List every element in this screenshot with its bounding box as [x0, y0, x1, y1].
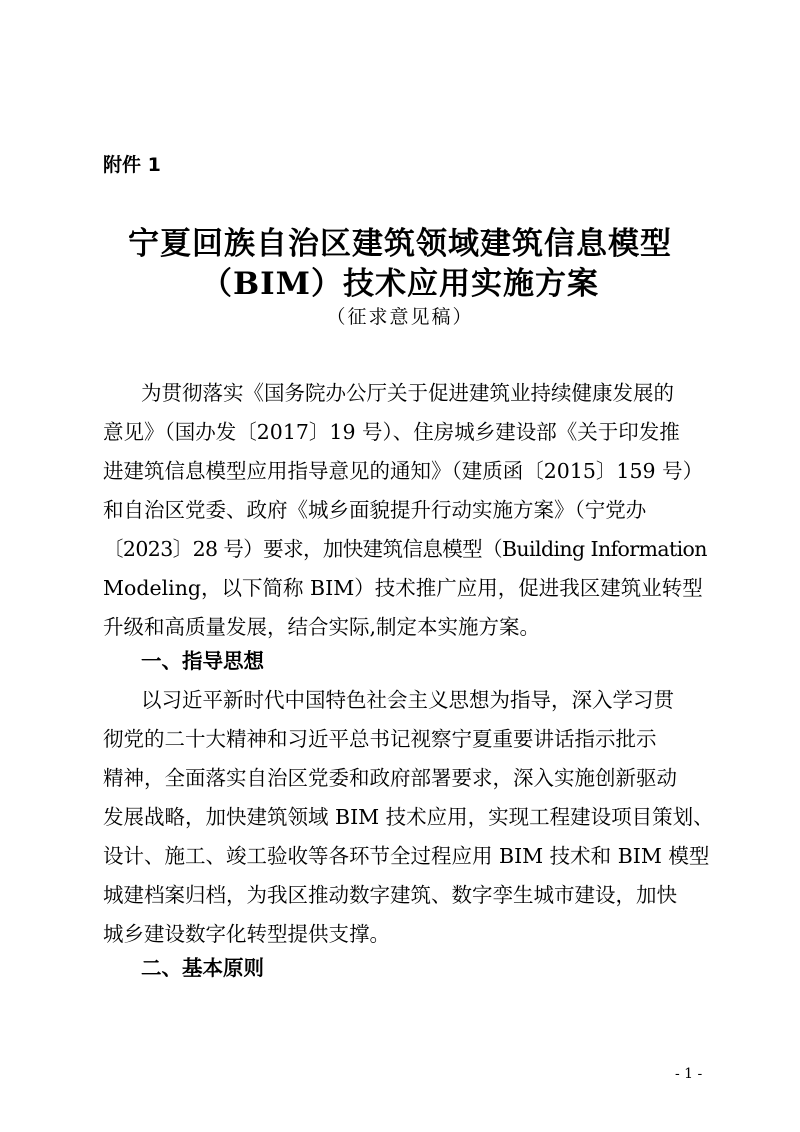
document-title-line-2: （BIM）技术应用实施方案 — [200, 266, 600, 302]
section-line: 城乡建设数字化转型提供支撑。 — [103, 922, 390, 946]
section-line: 彻党的二十大精神和习近平总书记视察宁夏重要讲话指示批示 — [103, 727, 657, 751]
intro-line: 进建筑信息模型应用指导意见的通知》（建质函〔2015〕159 号） — [103, 459, 704, 483]
section-line: 精神，全面落实自治区党委和政府部署要求，深入实施创新驱动 — [103, 766, 677, 790]
section-line: 设计、施工、竣工验收等各环节全过程应用 BIM 技术和 BIM 模型 — [103, 844, 710, 868]
section-line: 以习近平新时代中国特色社会主义思想为指导，深入学习贯 — [141, 688, 674, 712]
attachment-label: 附件 1 — [103, 154, 161, 176]
intro-line: 〔2023〕28 号）要求，加快建筑信息模型（Building Information — [103, 537, 707, 561]
intro-line: 升级和高质量发展，结合实际,制定本实施方案。 — [103, 615, 541, 639]
document-title-line-1: 宁夏回族自治区建筑领域建筑信息模型 — [128, 226, 672, 262]
section-heading: 二、基本原则 — [141, 956, 264, 980]
intro-line: Modeling，以下简称 BIM）技术推广应用，促进我区建筑业转型 — [103, 576, 703, 600]
intro-line: 意见》（国办发〔2017〕19 号）、住房城乡建设部《关于印发推 — [103, 420, 680, 444]
section-line: 发展战略，加快建筑领域 BIM 技术应用，实现工程建设项目策划、 — [103, 805, 714, 829]
page-number: - 1 - — [675, 1066, 703, 1082]
section-heading: 一、指导思想 — [141, 649, 264, 673]
intro-line: 和自治区党委、政府《城乡面貌提升行动实施方案》（宁党办 — [103, 498, 647, 522]
document-subtitle: （征求意见稿） — [326, 306, 474, 328]
intro-line: 为贯彻落实《国务院办公厅关于促进建筑业持续健康发展的 — [141, 381, 674, 405]
section-line: 城建档案归档，为我区推动数字建筑、数字孪生城市建设，加快 — [103, 883, 677, 907]
